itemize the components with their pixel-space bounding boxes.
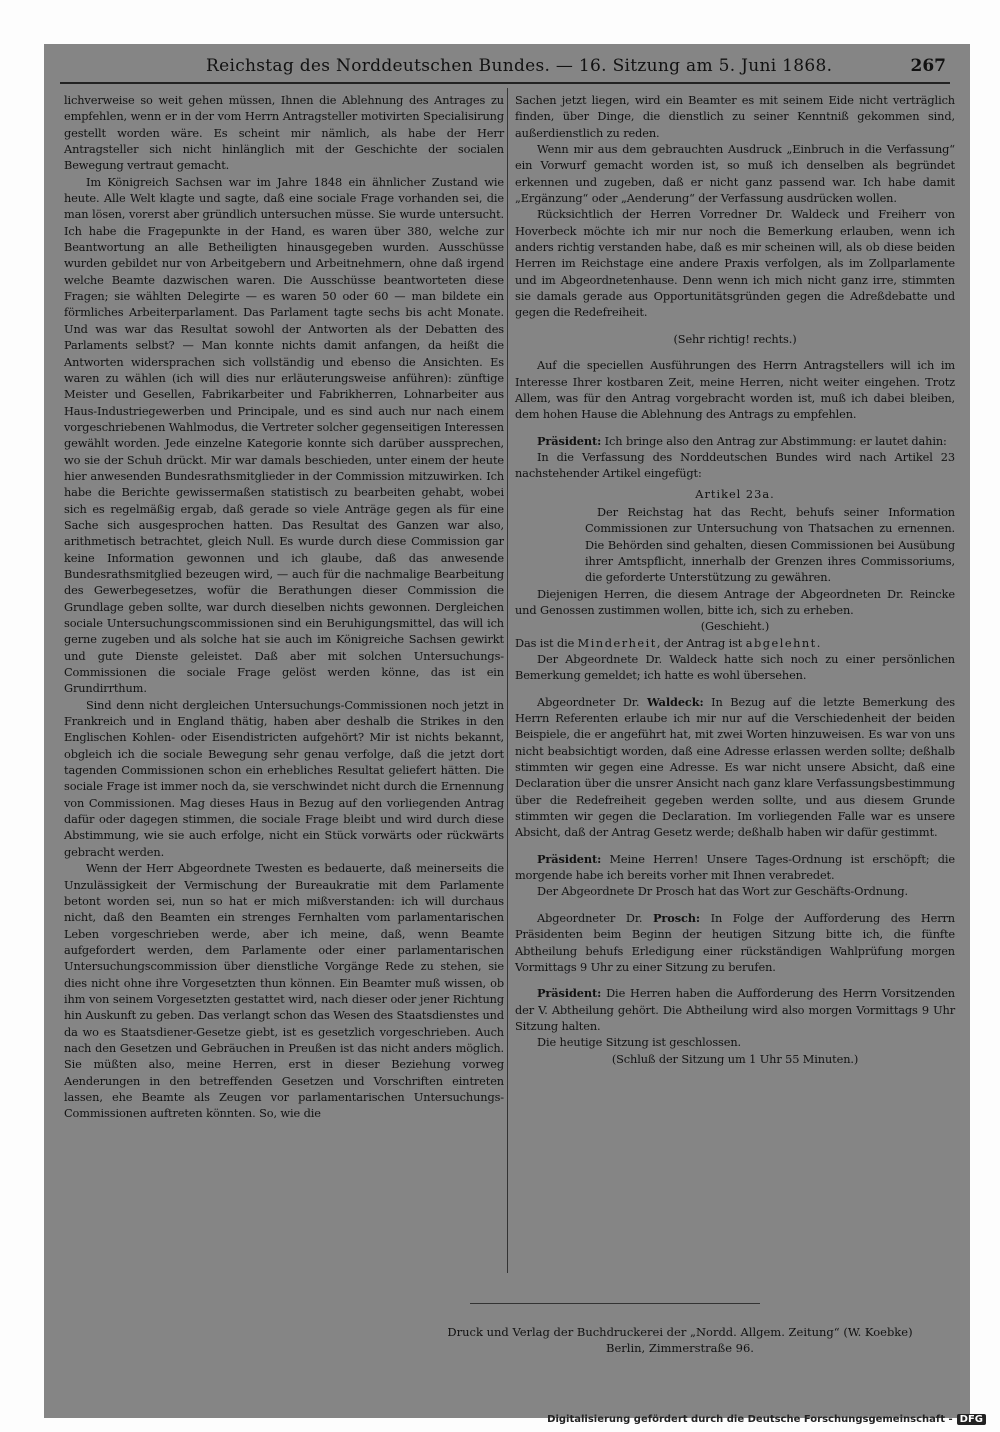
speaker-label: Präsident: bbox=[537, 986, 602, 1001]
speaker-paragraph bbox=[515, 694, 955, 841]
column-divider bbox=[507, 88, 508, 1273]
speech-text: In Folge der Aufforderung des Herrn Präsidenten beim Beginn der heutigen Sitzung bitte ich, die fünfte Abtheilung behufs Erledigung einer rückständigen Wahlprüfung morgen Vormittags 9 Uhr zu einer Sitzung zu berufen. bbox=[515, 910, 955, 974]
vote-minority: Minderheit bbox=[577, 635, 657, 650]
speaker-label: Präsident: bbox=[537, 851, 602, 866]
dfg-credit-text: Digitalisierung gefördert durch die Deutsche Forschungsgemeinschaft - bbox=[547, 1414, 953, 1425]
paragraph: Wenn der Herr Abgeordnete Twesten es bedauerte, daß meinerseits die Unzulässigkeit der Vermischung der Bureaukratie mit dem Parlamente betont worden sei, nun so hat er mich mißverstanden: ich will durchaus nicht, daß den Beamten ein strenges Fernhalten vom parlamentarischen Leben vorgeschrieben werde, aber ich meine, daß, wenn Beamte aufgefordert werden, dem Parlamente oder einer parlamentarischen Untersuchungscommission über dienstliche Vorgänge Rede zu stehen, sie dies nicht ohne ihre Vorgesetzten thun können. Ein Beamter muß wissen, ob ihm von seinem Vorgesetzten gestattet wird, nach dieser oder jener Richtung hin Auskunft zu geben. Das verlangt schon das Wesen des Staatsdienstes und da wo es Staatsdiener-Gesetze giebt, ist es gesetzlich vorgeschrieben. Auch nach den Gesetzen und Gebräuchen in Preußen ist das nicht anders möglich. Sie müßten also, meine Herren, erst in dieser Beziehung vorweg Aenderungen in den betreffenden Gesetzen und Vorschriften eintreten lassen, ehe Beamte als Zeugen vor parlamentarischen Untersuchungs-Commissionen auftreten könnten. So, wie die bbox=[64, 861, 504, 1121]
paragraph: Der Abgeordnete Dr. Waldeck hatte sich noch zu einer persönlichen Bemerkung gemeldet; ich hatte es wohl übersehen. bbox=[515, 652, 955, 683]
imprint-line: Druck und Verlag der Buchdruckerei der „Nordd. Allgem. Zeitung“ (W. Koebke) bbox=[447, 1325, 913, 1339]
speech-text: Ich bringe also den Antrag zur Abstimmung: er lautet dahin: bbox=[601, 433, 947, 448]
interjection: (Sehr richtig! rechts.) bbox=[673, 331, 797, 346]
header-rule bbox=[60, 82, 950, 84]
paragraph: Rücksichtlich der Herren Vorredner Dr. Waldeck und Freiherr von Hoverbeck möchte ich mir nur noch die Bemerkung erlauben, wenn ich anders richtig verstanden habe, daß es mir scheinen will, als ob diese beiden Herren im Reichstage eine andere Praxis verfolgen, als im Zollparlamente und im Abgeordnetenhause. Denn wenn ich mich nicht ganz irre, stimmten sie damals gerade aus Opportunitätsgründen gegen die Adreßdebatte und gegen die Redefreiheit. bbox=[515, 207, 955, 320]
vote-text: . bbox=[816, 635, 821, 650]
paragraph: Diejenigen Herren, die diesem Antrage der Abgeordneten Dr. Reincke und Genossen zustimmen wollen, bitte ich, sich zu erheben. bbox=[515, 586, 955, 617]
vote-result bbox=[515, 635, 955, 651]
header-title: Reichstag des Norddeutschen Bundes. — 16. Sitzung am 5. Juni 1868. bbox=[206, 56, 833, 76]
paragraph: Sachen jetzt liegen, wird ein Beamter es mit seinem Eide nicht verträglich finden, über Dinge, die dienstlich zu seiner Kenntniß gekommen sind, außerdienstlich zu reden. bbox=[515, 93, 955, 140]
paragraph: Wenn mir aus dem gebrauchten Ausdruck „Einbruch in die Verfassung“ ein Vorwurf gemacht worden ist, so muß ich denselben als begründet erkennen und zugeben, daß er nicht ganz passend war. Ich habe damit „Ergänzung“ oder „Aenderung“ der Verfassung ausdrücken wollen. bbox=[515, 142, 955, 206]
running-header bbox=[60, 56, 950, 80]
left-column bbox=[64, 92, 504, 1122]
speaker-label: Prosch: bbox=[653, 910, 700, 925]
speaker-label: Waldeck: bbox=[646, 694, 704, 709]
vote-rejected: abgelehnt bbox=[745, 635, 817, 650]
dfg-logo: DFG bbox=[957, 1414, 986, 1425]
speech-text: Die Herren haben die Aufforderung des Herrn Vorsitzenden der V. Abtheilung gehört. Die Abtheilung wird also morgen Vormittags 9 Uhr Sitzung halten. bbox=[515, 986, 955, 1033]
interjection: (Geschieht.) bbox=[700, 619, 770, 634]
footer-rule bbox=[470, 1303, 760, 1304]
speech-text: In Bezug auf die letzte Bemerkung des Herrn Referenten erlaube ich mir nur auf die Verschiedenheit der beiden Beispiele, die er angeführt hat, mit zwei Worten hinzuweisen. Es war von uns nicht beabsichtigt worden, daß eine Adresse erlassen werden sollte; deßhalb stimmten wir gegen eine Adresse. Es war nicht unsere Absicht, daß eine Declaration über die unsrer Ansicht nach ganz klare Verfassungsbestimmung über die Redefreiheit gegeben werden sollte, und aus diesem Grunde stimmten wir gegen die Declaration. Im vorliegenden Falle war es unsere Absicht, daß der Antrag Gesetz werde; deßhalb haben wir dafür gestimmt. bbox=[515, 694, 955, 840]
speaker-paragraph bbox=[515, 851, 955, 884]
right-column bbox=[515, 92, 955, 1067]
imprint bbox=[400, 1324, 960, 1356]
article-heading: Artikel 23a. bbox=[695, 486, 775, 501]
imprint-line: Berlin, Zimmerstraße 96. bbox=[606, 1341, 754, 1355]
vote-text: , der Antrag ist bbox=[656, 635, 746, 650]
paragraph: Die heutige Sitzung ist geschlossen. bbox=[537, 1035, 742, 1050]
vote-text: Das ist die bbox=[515, 635, 578, 650]
paragraph: lichverweise so weit gehen müssen, Ihnen die Ablehnung des Antrages zu empfehlen, wenn er in der vom Herrn Antragsteller motivirten Specialisirung gestellt worden wäre. Es scheint mir nämlich, als habe der Herr Antragsteller sich nicht hinlänglich mit der Geschichte der socialen Bewegung vertraut gemacht. bbox=[64, 93, 504, 173]
paragraph: Der Abgeordnete Dr Prosch hat das Wort zur Geschäfts-Ordnung. bbox=[537, 884, 908, 899]
speaker-title: Abgeordneter Dr. bbox=[537, 910, 653, 925]
page-number: 267 bbox=[910, 56, 946, 76]
dfg-credit bbox=[547, 1414, 986, 1425]
session-close: (Schluß der Sitzung um 1 Uhr 55 Minuten.) bbox=[611, 1051, 859, 1066]
paragraph: Sind denn nicht dergleichen Untersuchungs-Commissionen noch jetzt in Frankreich und in England thätig, haben aber deshalb die Strikes in den Englischen Kohlen- oder Eisendistricten aufgehört? Mir ist nichts bekannt, obgleich ich die sociale Bewegung sehr genau verfolge, daß die jetzt dort tagenden Commissionen schon ein erhebliches Resultat geliefert hätten. Die sociale Frage ist immer noch da, sie verschwindet nicht durch die Ernennung von Commissionen. Mag dieses Haus in Bezug auf den vorliegenden Antrag dafür oder dagegen stimmen, die sociale Frage bleibt und wird durch diese Abstimmung, wie sie auch erfolge, nicht ein Stück vorwärts oder rückwärts gebracht werden. bbox=[64, 697, 504, 859]
motion-text: In die Verfassung des Norddeutschen Bundes wird nach Artikel 23 nachstehender Artikel eingefügt: bbox=[515, 449, 955, 481]
speaker-paragraph bbox=[515, 985, 955, 1034]
paragraph: Im Königreich Sachsen war im Jahre 1848 ein ähnlicher Zustand wie heute. Alle Welt klagte und sagte, daß eine sociale Frage vorhanden sei, die man lösen, vorerst aber gründlich untersuchen müsse. Sie wurde untersucht. Ich habe die Fragepunkte in der Hand, es waren über 380, welche zur Beantwortung an alle Betheiligten hinausgegeben wurden. Ausschüsse wurden gebildet nur von Arbeitgebern und Arbeitnehmern, ohne daß irgend welche Beamte dazwischen waren. Die Ausschüsse beantworteten diese Fragen; sie wählten Delegirte — es waren 50 oder 60 — man bildete ein förmliches Arbeiterparlament. Das Parlament tagte sechs bis acht Monate. Und was war das Resultat sowohl der Antworten als der Debatten des Parlaments selbst? — Man konnte nichts damit anfangen, da heißt die Antworten widersprachen sich vollständig und ebenso die Ansichten. Es waren zu wählen (ich will dies nur erläuterungsweise anführen): zünftige Meister und Gesellen, Fabrikarbeiter und Fabrikherren, Lohnarbeiter aus Haus-Industriegewerben und Principale, und es sind auch nur nach einem vorgeschriebenen Wahlmodus, die Vertreter solcher gegenseitigen Interessen gewählt worden. Jede einzelne Kategorie konnte sich darüber aussprechen, wo sie der Schuh drückt. Mir war damals beschieden, unter einem der heute hier anwesenden Bundesrathsmitglieder in der Commission mitzuwirken. Ich habe die Berichte gewissermaßen statistisch zu bearbeiten gehabt, wobei sich es regelmäßig ergab, daß gerade so viele Anträge gegen als für eine Sache sich ausgesprochen hatten. Das Resultat des Ganzen war also, arithmetisch betrachtet, gleich Null. Es wurde durch diese Commission gar keine Information gewonnen und ich glaube, daß das anwesende Bundesrathsmitglied bezeugen wird, — auch für die nachmalige Bearbeitung des Gewerbegesetzes, wofür die Berathungen dieser Commission die Grundlage geben sollte, war durch dieselben nichts gewonnen. Dergleichen sociale Untersuchungscommissionen sind ein Beruhigungsmittel, das will ich gerne zugeben und als solche hat sie auch im Königreiche Sachsen gewirkt und gute Dienste geleistet. Daß aber mit solchen Untersuchungs-Commissionen die sociale Frage gelöst werden könne, das ist ein Grundirrthum. bbox=[64, 174, 504, 696]
speaker-paragraph bbox=[515, 433, 955, 449]
speaker-title: Abgeordneter Dr. bbox=[537, 694, 647, 709]
paragraph: Auf die speciellen Ausführungen des Herrn Antragstellers will ich im Interesse Ihrer kostbaren Zeit, meine Herren, nicht weiter eingehen. Trotz Allem, was für den Antrag vorgebracht worden ist, muß ich dabei bleiben, dem hohen Hause die Ablehnung des Antrags zu empfehlen. bbox=[515, 358, 955, 422]
speaker-paragraph bbox=[515, 910, 955, 975]
article-text: Der Reichstag hat das Recht, behufs seiner Information Commissionen zur Untersuchung von Thatsachen zu ernennen. Die Behörden sind gehalten, diesen Commissionen bei Ausübung ihrer Amtspflicht, innerhalb der Grenzen ihres Commissoriums, die geforderte Unterstützung zu gewähren. bbox=[585, 504, 955, 585]
speech-text: Meine Herren! Unsere Tages-Ordnung ist erschöpft; die morgende habe ich bereits vorher mit Ihnen verabredet. bbox=[515, 851, 955, 883]
speaker-label: Präsident: bbox=[537, 433, 602, 448]
